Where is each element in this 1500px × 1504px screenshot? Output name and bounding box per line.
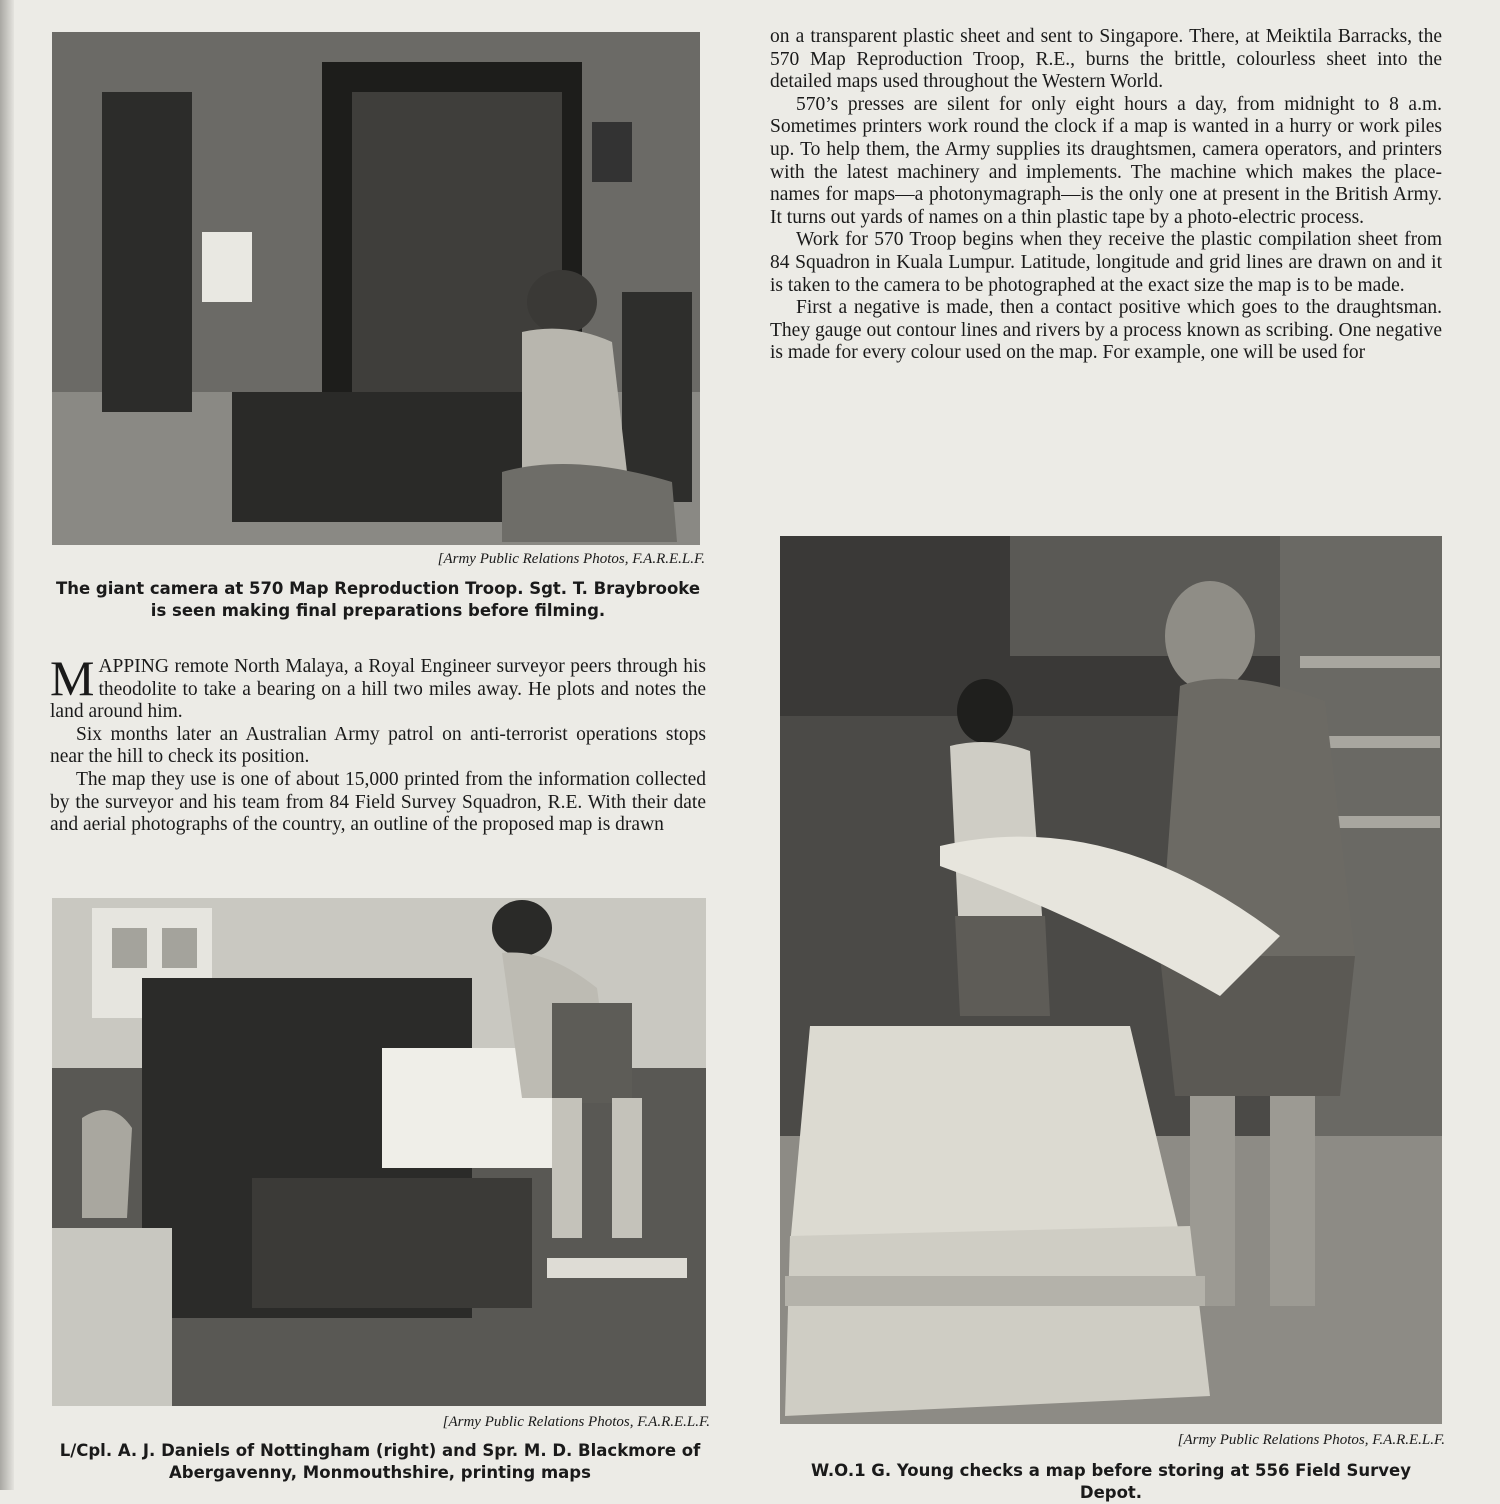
opening-paragraph: APPING remote North Malaya, a Royal Engineer surveyor peers through his theodolite to take a bearing on a hill two miles away. He plots and notes the land around him. <box>50 656 706 723</box>
article-paragraph: First a negative is made, then a contact positive which goes to the draughtsman. They gauge out contour lines and rivers by a process known as scribing. One negative is made for every colour used on the map. For example, one will be used for <box>770 297 1442 364</box>
page-binding-shadow <box>0 0 14 1490</box>
article-paragraph: Six months later an Australian Army patrol on anti-terrorist operations stops near the hill to check its position. <box>50 723 706 768</box>
caption-camera: The giant camera at 570 Map Reproduction Troop. Sgt. T. Braybrooke is seen making final preparations before filming. <box>55 579 701 620</box>
photo-printing-press <box>52 898 706 1406</box>
photo-map-store <box>780 536 1442 1424</box>
article-text-left <box>50 650 706 837</box>
photo-credit-press: [Army Public Relations Photos, F.A.R.E.L.F. <box>442 1414 710 1430</box>
photo-credit-camera: [Army Public Relations Photos, F.A.R.E.L.F. <box>437 551 705 567</box>
caption-store: W.O.1 G. Young checks a map before storing at 556 Field Survey Depot. <box>811 1461 1411 1502</box>
photo-giant-camera <box>52 32 700 545</box>
article-paragraph: on a transparent plastic sheet and sent to Singapore. There, at Meiktila Barracks, the 570 Map Reproduction Troop, R.E., burns the brittle, colourless sheet into the detailed maps used throughout the Western World. <box>770 26 1442 93</box>
article-paragraph <box>50 650 706 724</box>
article-text-right <box>770 26 1442 365</box>
article-paragraph: The map they use is one of about 15,000 printed from the information collected by the surveyor and his team from 84 Field Survey Squadron, R.E. With their date and aerial photographs of the country, an outline of the proposed map is drawn <box>50 768 706 836</box>
article-paragraph: 570’s presses are silent for only eight hours a day, from midnight to 8 a.m. Sometimes printers work round the clock if a map is wanted in a hurry or work piles up. To help them, the Army supplies its draughtsmen, camera operators, and printers with the latest machinery and implements. The machine which makes the place-names for maps—a photonymagraph—is the only one at present in the British Army. It turns out yards of names on a thin plastic tape by a photo-electric process. <box>770 93 1442 228</box>
caption-press: L/Cpl. A. J. Daniels of Nottingham (right) and Spr. M. D. Blackmore of Abergavenny, Monmouthshire, printing maps <box>59 1441 701 1482</box>
dropcap-letter: M <box>50 650 95 706</box>
article-paragraph: Work for 570 Troop begins when they receive the plastic compilation sheet from 84 Squadron in Kuala Lumpur. Latitude, longitude and grid lines are drawn on and it is taken to the camera to be photographed at the exact size the map is to be made. <box>770 229 1442 296</box>
photo-credit-store: [Army Public Relations Photos, F.A.R.E.L.F. <box>1177 1432 1445 1448</box>
